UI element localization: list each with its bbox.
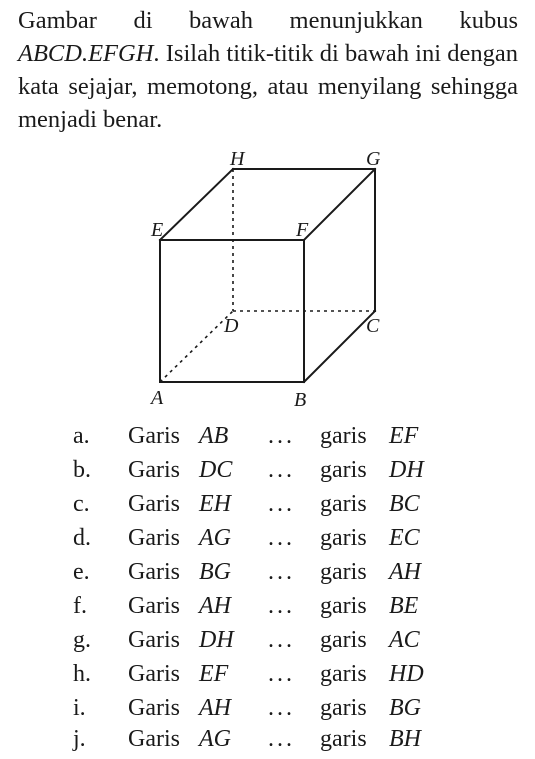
- item-line-1: AH: [199, 695, 231, 721]
- item-line-1: EF: [199, 661, 229, 687]
- item-garis-word: Garis: [128, 423, 180, 449]
- item-blank[interactable]: ...: [268, 593, 295, 619]
- item-garis-word: Garis: [128, 559, 180, 585]
- item-line-2: DH: [389, 457, 424, 483]
- item-label: e.: [73, 559, 90, 585]
- item-label: d.: [73, 525, 91, 551]
- item-label: g.: [73, 627, 91, 653]
- item-garis-word: Garis: [128, 491, 180, 517]
- item-line-2: EF: [389, 423, 419, 449]
- exercise-item: [0, 589, 535, 623]
- item-line-1: AG: [199, 525, 231, 551]
- item-label: i.: [73, 695, 86, 721]
- vertex-label-C: C: [366, 315, 380, 337]
- item-line-1: EH: [199, 491, 231, 517]
- vertex-label-D: D: [224, 315, 239, 337]
- item-blank[interactable]: ...: [268, 726, 295, 752]
- item-label: h.: [73, 661, 91, 687]
- item-garis-word-2: garis: [320, 695, 367, 721]
- item-line-1: AH: [199, 593, 231, 619]
- exercise-item: [0, 521, 535, 555]
- exercise-item: [0, 487, 535, 521]
- item-garis-word: Garis: [128, 661, 180, 687]
- item-label: b.: [73, 457, 91, 483]
- item-garis-word-2: garis: [320, 457, 367, 483]
- item-garis-word: Garis: [128, 525, 180, 551]
- vertex-label-F: F: [296, 219, 309, 241]
- item-line-2: AH: [389, 559, 421, 585]
- item-blank[interactable]: ...: [268, 661, 295, 687]
- instruction-text-part2: . Isilah titik-titik di bawah ini dengan kata sejajar, memotong, atau menyilang sehingga menjadi benar.: [18, 40, 518, 133]
- item-line-1: DH: [199, 627, 234, 653]
- item-line-2: BH: [389, 726, 421, 752]
- item-blank[interactable]: ...: [268, 627, 295, 653]
- vertex-label-B: B: [294, 389, 307, 411]
- item-label: a.: [73, 423, 90, 449]
- item-line-1: BG: [199, 559, 231, 585]
- exercise-item: [0, 691, 535, 725]
- exercise-item: [0, 623, 535, 657]
- item-garis-word: Garis: [128, 627, 180, 653]
- item-garis-word-2: garis: [320, 661, 367, 687]
- exercise-item: [0, 419, 535, 453]
- exercise-item: [0, 657, 535, 691]
- item-line-1: AG: [199, 726, 231, 752]
- vertex-label-A: A: [151, 387, 164, 409]
- item-line-2: BE: [389, 593, 419, 619]
- item-garis-word-2: garis: [320, 627, 367, 653]
- item-line-2: BG: [389, 695, 421, 721]
- item-blank[interactable]: ...: [268, 423, 295, 449]
- exercise-item: [0, 722, 535, 756]
- item-line-1: DC: [199, 457, 233, 483]
- item-garis-word: Garis: [128, 457, 180, 483]
- item-garis-word: Garis: [128, 593, 180, 619]
- cube-name: ABCD.EFGH: [18, 40, 154, 67]
- item-line-2: EC: [389, 525, 420, 551]
- item-blank[interactable]: ...: [268, 525, 295, 551]
- vertex-label-E: E: [151, 219, 164, 241]
- instruction-text-part1: Gambar di bawah menunjukkan kubus: [18, 7, 518, 34]
- item-garis-word-2: garis: [320, 559, 367, 585]
- item-line-1: AB: [199, 423, 229, 449]
- item-blank[interactable]: ...: [268, 695, 295, 721]
- item-label: j.: [73, 726, 86, 752]
- item-label: f.: [73, 593, 87, 619]
- item-garis-word-2: garis: [320, 491, 367, 517]
- item-garis-word-2: garis: [320, 593, 367, 619]
- vertex-label-H: H: [230, 148, 245, 170]
- item-label: c.: [73, 491, 90, 517]
- exercise-item: [0, 453, 535, 487]
- item-line-2: HD: [389, 661, 424, 687]
- item-line-2: BC: [389, 491, 420, 517]
- item-garis-word-2: garis: [320, 726, 367, 752]
- item-blank[interactable]: ...: [268, 491, 295, 517]
- item-garis-word-2: garis: [320, 525, 367, 551]
- item-line-2: AC: [389, 627, 420, 653]
- item-garis-word: Garis: [128, 695, 180, 721]
- item-garis-word: Garis: [128, 726, 180, 752]
- item-blank[interactable]: ...: [268, 559, 295, 585]
- item-garis-word-2: garis: [320, 423, 367, 449]
- exercise-item: [0, 555, 535, 589]
- vertex-label-G: G: [366, 148, 381, 170]
- item-blank[interactable]: ...: [268, 457, 295, 483]
